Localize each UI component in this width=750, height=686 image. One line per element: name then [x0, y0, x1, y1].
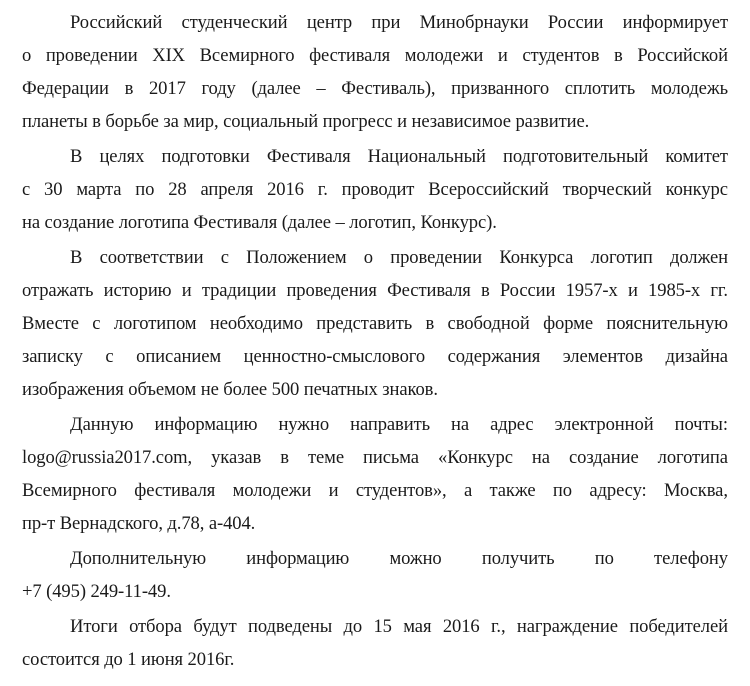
word: адрес — [490, 414, 534, 435]
word: «Конкурс — [438, 447, 513, 468]
word: Минобрнауки — [419, 12, 529, 33]
word: Вместе — [22, 313, 79, 334]
word: на — [451, 414, 470, 435]
word: адресу: — [589, 480, 647, 501]
word: подготовительный — [503, 146, 649, 167]
word: конкурс — [665, 179, 728, 200]
text-line: изображения объемом не более 500 печатных знаков. — [22, 379, 438, 400]
word: 1957-х — [565, 280, 618, 301]
word: 28 — [168, 179, 187, 200]
word: будут — [193, 616, 237, 637]
word: молодежи — [404, 45, 484, 66]
word: и — [181, 280, 192, 301]
word: 2016 — [267, 179, 304, 200]
word: подведены — [248, 616, 333, 637]
word: 1985-х — [648, 280, 701, 301]
word: описанием — [136, 346, 222, 367]
word: нужно — [278, 414, 330, 435]
word: телефону — [654, 548, 728, 569]
word: отражать — [22, 280, 94, 301]
word: представить — [316, 313, 413, 334]
text-line: на создание логотипа Фестиваля (далее – логотип, Конкурс). — [22, 212, 497, 233]
word: Положением — [246, 247, 347, 268]
word: до — [343, 616, 363, 637]
word: логотипом — [113, 313, 197, 334]
text-line — [70, 548, 728, 570]
word: (далее — [251, 78, 301, 99]
word: сплотить — [564, 78, 636, 99]
word: с — [92, 313, 101, 334]
word: комитет — [665, 146, 728, 167]
text-line — [22, 45, 728, 67]
word: творческий — [562, 179, 652, 200]
text-line — [70, 414, 728, 436]
word: с — [220, 247, 229, 268]
word: проведении — [390, 247, 483, 268]
word: элементов — [562, 346, 643, 367]
word: получить — [481, 548, 555, 569]
word: Всероссийский — [428, 179, 549, 200]
word: апреля — [200, 179, 254, 200]
word: проводит — [341, 179, 415, 200]
word: содержания — [447, 346, 541, 367]
word: можно — [389, 548, 442, 569]
word: студенческий — [181, 12, 288, 33]
word: указав — [211, 447, 262, 468]
word: награждение — [516, 616, 618, 637]
text-line — [22, 179, 728, 201]
word: Российской — [637, 45, 728, 66]
word: должен — [670, 247, 728, 268]
word: студентов», — [355, 480, 447, 501]
word: с — [22, 179, 31, 200]
word: ценностно-смыслового — [243, 346, 426, 367]
word: необходимо — [209, 313, 303, 334]
word: письма — [363, 447, 419, 468]
word: проведении — [45, 45, 138, 66]
text-line — [70, 12, 728, 34]
text-line — [22, 447, 728, 469]
text-line — [22, 78, 728, 100]
word: и — [328, 480, 339, 501]
word: в — [124, 78, 134, 99]
word: Итоги — [70, 616, 118, 637]
text-line: планеты в борьбе за мир, социальный прогресс и независимое развитие. — [22, 111, 590, 132]
word: 2017 — [148, 78, 186, 99]
word: свободной — [447, 313, 530, 334]
word: традиции — [201, 280, 277, 301]
word: в — [480, 280, 490, 301]
word: фестиваля — [309, 45, 391, 66]
word: призванного — [451, 78, 550, 99]
word: году — [201, 78, 236, 99]
word: Всемирного — [199, 45, 295, 66]
text-line: состоится до 1 июня 2016г. — [22, 649, 235, 670]
word: 30 — [44, 179, 63, 200]
text-line — [70, 146, 728, 168]
word: Фестиваля — [387, 280, 471, 301]
word: по — [594, 548, 614, 569]
word: гг. — [710, 280, 728, 301]
word: фестиваля — [134, 480, 216, 501]
word: Дополнительную — [70, 548, 207, 569]
word: Москва, — [664, 480, 728, 501]
word: Фестиваля — [266, 146, 351, 167]
word: информацию — [246, 548, 350, 569]
word: о — [363, 247, 373, 268]
word: XIX — [152, 45, 185, 66]
word: logo@russia2017.com, — [22, 447, 193, 468]
word: дизайна — [665, 346, 728, 367]
word: информирует — [622, 12, 728, 33]
word: Всемирного — [22, 480, 117, 501]
word: России — [499, 280, 556, 301]
word: информацию — [154, 414, 258, 435]
word: г., — [491, 616, 506, 637]
text-line — [22, 480, 728, 502]
word: марта — [76, 179, 122, 200]
word: молодежь — [650, 78, 728, 99]
word: Федерации — [22, 78, 109, 99]
text-line — [70, 616, 728, 638]
word: в — [425, 313, 435, 334]
word: записку — [22, 346, 83, 367]
word: направить — [350, 414, 430, 435]
word: В — [70, 247, 83, 268]
word: на — [531, 447, 550, 468]
word: электронной — [554, 414, 654, 435]
word: также — [489, 480, 536, 501]
word: В — [70, 146, 83, 167]
word: – — [316, 78, 326, 99]
word: в — [614, 45, 623, 66]
word: молодежи — [232, 480, 312, 501]
word: в — [280, 447, 289, 468]
word: создание — [568, 447, 639, 468]
word: логотипа — [657, 447, 728, 468]
word: проведения — [286, 280, 377, 301]
word: пояснительную — [606, 313, 728, 334]
word: Фестиваль), — [341, 78, 436, 99]
word: логотип — [590, 247, 653, 268]
text-line — [22, 346, 728, 368]
word: студентов — [522, 45, 600, 66]
word: при — [371, 12, 401, 33]
word: отбора — [129, 616, 182, 637]
text-line — [70, 247, 728, 269]
word: победителей — [629, 616, 728, 637]
text-line — [22, 313, 728, 335]
word: по — [135, 179, 155, 200]
word: центр — [306, 12, 353, 33]
word: 2016 — [442, 616, 480, 637]
word: г. — [317, 179, 328, 200]
word: Национальный — [367, 146, 486, 167]
word: Данную — [70, 414, 134, 435]
word: а — [463, 480, 473, 501]
word: теме — [307, 447, 344, 468]
word: форме — [543, 313, 593, 334]
word: соответствии — [99, 247, 204, 268]
word: и — [627, 280, 638, 301]
word: о — [22, 45, 32, 66]
word: Конкурса — [499, 247, 574, 268]
word: почты: — [674, 414, 728, 435]
text-line: пр-т Вернадского, д.78, а-404. — [22, 513, 256, 534]
word: с — [105, 346, 114, 367]
text-line: +7 (495) 249-11-49. — [22, 581, 171, 602]
word: России — [547, 12, 604, 33]
word: 15 — [373, 616, 392, 637]
word: мая — [403, 616, 432, 637]
word: подготовки — [161, 146, 250, 167]
word: по — [552, 480, 572, 501]
word: целях — [99, 146, 145, 167]
word: и — [497, 45, 508, 66]
word: Российский — [70, 12, 163, 33]
text-line — [22, 280, 728, 302]
word: историю — [103, 280, 172, 301]
